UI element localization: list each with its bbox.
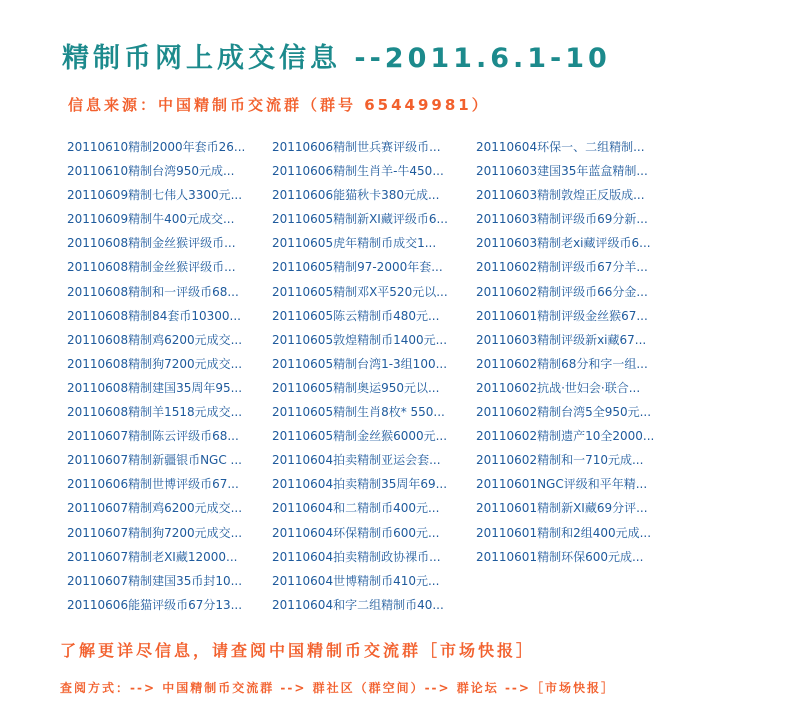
trade-link[interactable]: 20110603精制敦煌正反版成... [476,188,645,203]
trade-link[interactable]: 20110604拍卖精制政协裸币... [272,549,441,564]
trade-link[interactable]: 20110604环保一、二组精制... [476,140,645,154]
trade-link[interactable]: 20110601精制新XI藏69分评... [476,501,648,516]
trade-link[interactable]: 20110608精制金丝猴评级币... [67,236,236,251]
trade-link[interactable]: 20110608精制金丝猴评级币... [67,260,236,275]
trade-link[interactable]: 20110605精制台湾1-3组100... [272,356,448,371]
trade-link[interactable]: 20110603建国35年蓝盒精制... [476,164,648,179]
trade-link[interactable]: 20110605精制新XI藏评级币6... [272,212,448,227]
trade-link[interactable]: 20110605精制生肖8枚* 550... [272,405,445,420]
trade-link[interactable]: 20110602精制和一710元成... [476,453,644,468]
trade-link[interactable]: 20110608精制建国35周年95... [67,380,243,395]
trade-link[interactable]: 20110604环保精制币600元... [272,525,440,540]
trade-link[interactable]: 20110610精制台湾950元成... [67,164,235,179]
trade-link[interactable]: 20110606精制世博评级币67... [67,477,239,492]
trade-link[interactable]: 20110602精制68分和字一组... [476,356,648,371]
trade-link[interactable]: 20110607精制鸡6200元成交... [67,501,243,516]
link-column-2 [272,135,448,617]
page-title: 精制币网上成交信息 --2011.6.1-10 [62,43,611,74]
trade-link[interactable]: 20110601精制评级金丝猴67... [476,308,648,323]
trade-link[interactable]: 20110605虎年精制币成交1... [272,236,437,251]
trade-link[interactable]: 20110605精制邓X平520元以... [272,284,448,299]
trade-link[interactable]: 20110602精制遗产10全2000... [476,429,655,444]
trade-link[interactable]: 20110605精制奥运950元以... [272,380,440,395]
trade-link[interactable]: 20110604和字二组精制币40... [272,597,444,612]
trade-link[interactable]: 20110602精制台湾5全950元... [476,405,652,420]
trade-link[interactable]: 20110606精制生肖羊-牛450... [272,164,444,179]
trade-link[interactable]: 20110604拍卖精制亚运会套... [272,453,441,468]
access-path: 查阅方式：--> 中国精制币交流群 --> 群社区（群空间）--> 群论坛 -->［市场快报］ [60,681,615,695]
trade-link[interactable]: 20110603精制老xi藏评级币6... [476,236,651,251]
trade-link[interactable]: 20110605敦煌精制币1400元... [272,332,448,347]
trade-link[interactable]: 20110607精制新疆银币NGC ... [67,453,242,468]
trade-link[interactable]: 20110602精制评级币67分羊... [476,260,648,275]
trade-link[interactable]: 20110601NGC评级和平年精... [476,477,648,492]
trade-link[interactable]: 20110608精制羊1518元成交... [67,405,243,420]
trade-link[interactable]: 20110603精制评级新xi藏67... [476,332,647,347]
trade-link[interactable]: 20110605精制金丝猴6000元... [272,429,448,444]
link-column-1 [67,135,245,617]
trade-link[interactable]: 20110607精制狗7200元成交... [67,525,243,540]
trade-link[interactable]: 20110607精制建国35币封10... [67,573,243,588]
trade-link[interactable]: 20110605精制97-2000年套... [272,260,443,275]
trade-link[interactable]: 20110608精制和一评级币68... [67,284,239,299]
trade-link[interactable]: 20110606精制世兵赛评级币... [272,140,441,154]
info-source: 信息来源：中国精制币交流群（群号 65449981） [68,96,490,114]
trade-link[interactable]: 20110606能猫秋卡380元成... [272,188,440,203]
trade-link[interactable]: 20110602抗战·世妇会·联合... [476,380,641,395]
trade-link[interactable]: 20110609精制七伟人3300元... [67,188,243,203]
trade-link[interactable]: 20110608精制狗7200元成交... [67,356,243,371]
trade-link[interactable]: 20110604世博精制币410元... [272,573,440,588]
trade-link[interactable]: 20110601精制环保600元成... [476,549,644,564]
trade-link[interactable]: 20110603精制评级币69分新... [476,212,648,227]
trade-link[interactable]: 20110608精制84套币10300... [67,308,241,323]
trade-link[interactable]: 20110604和二精制币400元... [272,501,440,516]
trade-link[interactable]: 20110610精制2000年套币26... [67,140,246,154]
trade-link[interactable]: 20110606能猫评级币67分13... [67,597,243,612]
more-info-notice: 了解更详尽信息，请查阅中国精制币交流群［市场快报］ [60,641,536,660]
trade-link[interactable]: 20110602精制评级币66分金... [476,284,648,299]
trade-link[interactable]: 20110601精制和2组400元成... [476,525,652,540]
link-column-3 [476,135,654,569]
trade-link[interactable]: 20110607精制老XI藏12000... [67,549,238,564]
trade-link[interactable]: 20110605陈云精制币480元... [272,308,440,323]
trade-link[interactable]: 20110609精制牛400元成交... [67,212,235,227]
trade-link[interactable]: 20110604拍卖精制35周年69... [272,477,448,492]
trade-link[interactable]: 20110608精制鸡6200元成交... [67,332,243,347]
trade-link[interactable]: 20110607精制陈云评级币68... [67,429,239,444]
